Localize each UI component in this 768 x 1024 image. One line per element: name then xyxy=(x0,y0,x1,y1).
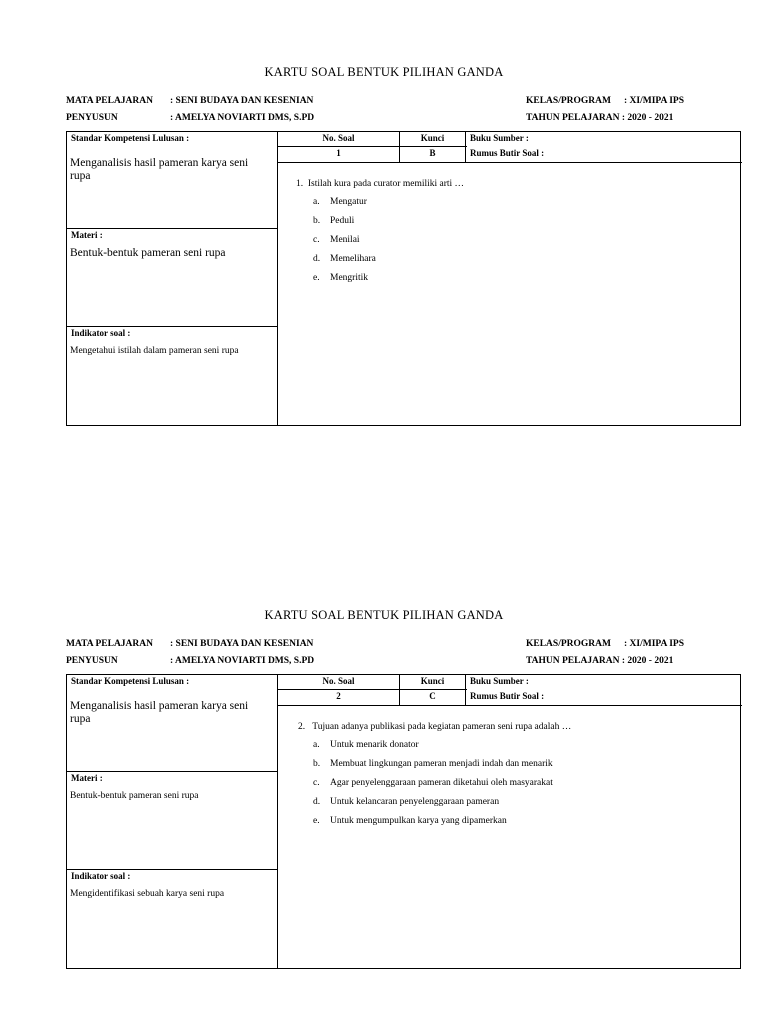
buku-sumber-label: Buku Sumber : xyxy=(470,133,529,143)
materi-label: Materi : xyxy=(71,230,103,240)
header-row-divider xyxy=(277,146,467,147)
header-divider xyxy=(465,675,466,706)
penyusun-row xyxy=(66,656,314,666)
materi-label: Materi : xyxy=(71,773,103,783)
question-table xyxy=(66,131,741,426)
option-e: e. Mengritik xyxy=(313,273,368,283)
mata-pelajaran-value: : SENI BUDAYA DAN KESENIAN xyxy=(170,96,314,106)
kunci-value: B xyxy=(429,148,436,158)
kelas-row xyxy=(526,96,684,106)
tahun-value: : 2020 - 2021 xyxy=(621,113,674,123)
option-d: d. Memelihara xyxy=(313,254,376,264)
rumus-label: Rumus Butir Soal : xyxy=(470,148,545,158)
kunci-value: C xyxy=(429,691,436,701)
option-e: e. Untuk mengumpulkan karya yang dipamerkan xyxy=(313,816,507,826)
card-title: KARTU SOAL BENTUK PILIHAN GANDA xyxy=(264,65,504,79)
header-divider xyxy=(465,132,466,163)
kelas-label: KELAS/PROGRAM xyxy=(526,639,611,649)
option-b: b. Membuat lingkungan pameran menjadi indah dan menarik xyxy=(313,759,553,769)
tahun-row xyxy=(526,656,673,666)
skl-text: Menganalisis hasil pameran karya seni rupa xyxy=(70,700,249,725)
mata-pelajaran-row xyxy=(66,639,313,649)
question-body: Tujuan adanya publikasi pada kegiatan pameran seni rupa adalah … xyxy=(312,722,572,732)
no-soal-value: 1 xyxy=(336,148,341,158)
mata-pelajaran-row xyxy=(66,96,313,106)
header-row-divider xyxy=(277,705,742,706)
kelas-value: : XI/MIPA IPS xyxy=(624,639,684,649)
kunci-label: Kunci xyxy=(420,133,445,143)
mata-pelajaran-label: MATA PELAJARAN xyxy=(66,639,153,649)
indikator-text: Mengidentifikasi sebuah karya seni rupa xyxy=(70,889,225,899)
question-number: 2. xyxy=(298,722,306,732)
materi-text: Bentuk-bentuk pameran seni rupa xyxy=(70,247,226,259)
no-soal-label: No. Soal xyxy=(322,676,355,686)
question-text xyxy=(298,722,571,732)
kunci-label: Kunci xyxy=(420,676,445,686)
question-text xyxy=(296,179,464,189)
rumus-label: Rumus Butir Soal : xyxy=(470,691,545,701)
header-row-divider xyxy=(277,162,742,163)
skl-label: Standar Kompetensi Lulusan : xyxy=(71,676,190,686)
question-table xyxy=(66,674,741,969)
option-a: a. Mengatur xyxy=(313,197,367,207)
penyusun-row xyxy=(66,113,314,123)
option-a: a. Untuk menarik donator xyxy=(313,740,419,750)
skl-label: Standar Kompetensi Lulusan : xyxy=(71,133,190,143)
indikator-label: Indikator soal : xyxy=(71,871,131,881)
penyusun-label: PENYUSUN xyxy=(66,113,118,123)
card-title: KARTU SOAL BENTUK PILIHAN GANDA xyxy=(264,608,504,622)
indikator-label: Indikator soal : xyxy=(71,328,131,338)
section-divider xyxy=(67,228,278,229)
section-divider xyxy=(67,771,278,772)
tahun-row xyxy=(526,113,673,123)
no-soal-label: No. Soal xyxy=(322,133,355,143)
option-c: c. Menilai xyxy=(313,235,360,245)
question-number: 1. xyxy=(296,179,304,189)
penyusun-value: : AMELYA NOVIARTI DMS, S.PD xyxy=(170,113,315,123)
section-divider xyxy=(67,869,278,870)
penyusun-label: PENYUSUN xyxy=(66,656,118,666)
kelas-label: KELAS/PROGRAM xyxy=(526,96,611,106)
skl-text: Menganalisis hasil pameran karya seni rupa xyxy=(70,157,249,182)
kelas-value: : XI/MIPA IPS xyxy=(624,96,684,106)
no-soal-value: 2 xyxy=(336,691,341,701)
tahun-label: TAHUN PELAJARAN xyxy=(526,656,620,666)
tahun-label: TAHUN PELAJARAN xyxy=(526,113,620,123)
section-divider xyxy=(67,326,278,327)
header-row-divider xyxy=(277,689,467,690)
option-d: d. Untuk kelancaran penyelenggaraan pameran xyxy=(313,797,500,807)
indikator-text: Mengetahui istilah dalam pameran seni rupa xyxy=(70,346,239,356)
buku-sumber-label: Buku Sumber : xyxy=(470,676,529,686)
column-divider xyxy=(277,675,278,968)
question-body: Istilah kura pada curator memiliki arti … xyxy=(307,179,465,189)
kelas-row xyxy=(526,639,684,649)
mata-pelajaran-value: : SENI BUDAYA DAN KESENIAN xyxy=(170,639,314,649)
tahun-value: : 2020 - 2021 xyxy=(621,656,674,666)
option-b: b. Peduli xyxy=(313,216,355,226)
column-divider xyxy=(277,132,278,425)
penyusun-value: : AMELYA NOVIARTI DMS, S.PD xyxy=(170,656,315,666)
mata-pelajaran-label: MATA PELAJARAN xyxy=(66,96,153,106)
option-c: c. Agar penyelenggaraan pameran diketahui oleh masyarakat xyxy=(313,778,553,788)
materi-text: Bentuk-bentuk pameran seni rupa xyxy=(70,791,199,801)
